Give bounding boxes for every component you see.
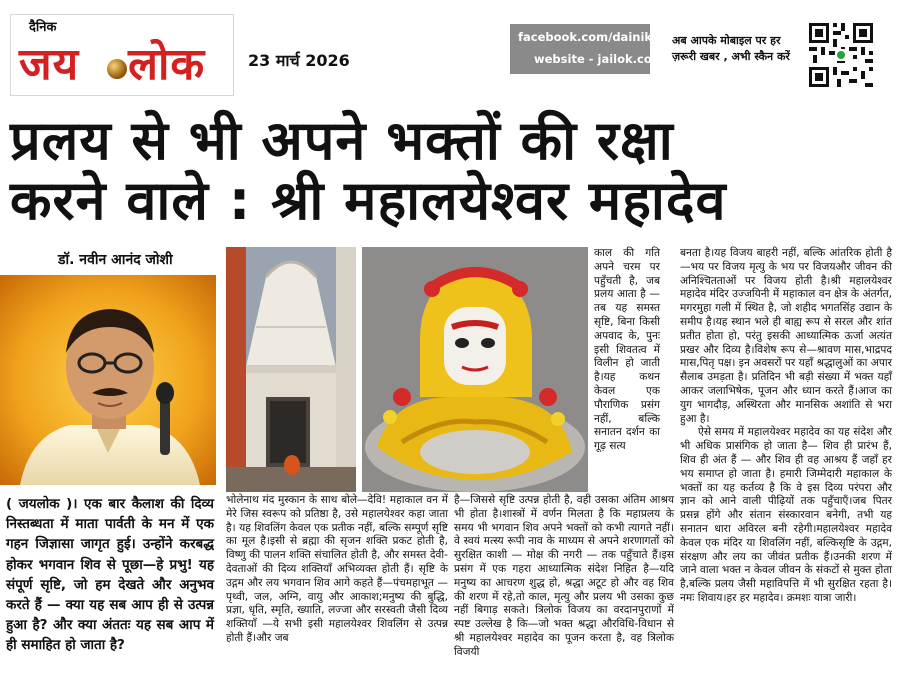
shivling-idol-photo: [362, 247, 588, 492]
paragraph: भोलेनाथ मंद मुस्कान के साथ बोले—देवि! महाकाल वन में मेरे जिस स्वरूप को प्रतिष्ठा है, उसे महालयेश्वर कहा जाता है। यह शिवलिंग केवल एक प्रतीक नहीं, बल्कि सम्पूर्ण सृष्टि का मूल है।इसी से ब्रह्मा की सृजन शक्ति प्रकट होती है, विष्णु की पालन शक्ति संचालित होती है, और समस्त देवी-देवताओं की दिव्य शक्तियाँ अभिव्यक्त होती हैं। सृष्टि के उद्गम और लय भगवान शिव आगे कहते हैं—पंचमहाभूत — पृथ्वी, जल, अग्नि, वायु और आकाश;मनुष्य की बुद्धि, प्रज्ञा, धृति, स्मृति, ख्याति, लज्जा और सरस्वती जैसी दिव्य शक्तियाँ —ये सभी इसी महालयेश्वर शिवलिंग से उत्पन्न होती हैं।और जब: [226, 494, 448, 644]
facebook-link[interactable]: facebook.com/dainikjailok: [518, 30, 688, 44]
qr-code-icon[interactable]: [806, 20, 876, 90]
article-column-narrow: [594, 247, 660, 454]
newspaper-logo[interactable]: [10, 14, 234, 96]
masthead: [0, 0, 900, 100]
article-column-1: [226, 494, 448, 646]
byline: डॉ. नवीन आनंद जोशी: [58, 252, 173, 268]
logo-right: लोक: [128, 39, 206, 90]
globe-icon: [107, 59, 127, 79]
paragraph: बनता है।यह विजय बाहरी नहीं, बल्कि आंतरिक होती है—भय पर विजय मृत्यु के भय पर विजयऔर जीवन की अनिश्चितताओं पर विजय होती है।श्री महालयेश्वर महादेव मंदिर उज्जयिनी में महाकाल वन क्षेत्र के अंतर्गत, मगरमुहा गली में स्थित है, जो शहीद भगतसिंह उद्यान के समीप है।यह स्थान भले ही बाह्य रूप से सरल और शांत प्रतीत होता हो, परंतु इसकी आध्यात्मिक ऊर्जा अत्यंत प्रखर और दिव्य है।विशेष रूप से—श्रावण मास,भाद्रपद मास,पितृ पक्ष। इन अवसरों पर यहाँ श्रद्धालुओं का अपार सैलाब उमड़ता है। प्रतिदिन भी बड़ी संख्या में भक्त यहाँ आकर जलाभिषेक, पूजन और ध्यान करते हैं।आज का युग भागदौड़, अस्थिरता और मानसिक अशांति से भरा हुआ है।: [680, 247, 892, 425]
article-intro: ( जयलोक )। एक बार कैलाश की दिव्य निस्तब्धता में माता पार्वती के मन में एक गहन जिज्ञासा जागृत हुई। उन्होंने करबद्ध होकर भगवान शिव से पूछा—हे प्रभु! यह संपूर्ण सृष्टि, जो हम देखते और अनुभव करते हैं — क्या यह सब आप ही से उत्पन्न हुआ है? और क्या अंततः यह सब आप में ही समाहित हो जाता है?: [6, 496, 214, 654]
temple-photo: [226, 247, 356, 492]
issue-date: 23 मार्च 2026: [248, 51, 350, 70]
promo-text: अब आपके मोबाइल पर हर ज़रूरी खबर , अभी स्कैन करें: [672, 34, 790, 63]
paragraph: ऐसे समय में महालयेश्वर महादेव का यह संदेश और भी अधिक प्रासंगिक हो जाता है— शिव ही प्रारंभ हैं, शिव ही अंत हैं — और शिव ही वह आश्रय हैं जहाँ हर भय समाप्त हो जाता है। हमारी जिम्मेदारी महाकाल के भक्तों का यह कर्तव्य है कि वे इस दिव्य परंपरा और ज्ञान को आने वाली पीढ़ियों तक पहुँचाएँ।जब पितर प्रसन्न होंगे और संतान संस्कारवान बनेगी, तभी यह सनातन धारा अविरल बनी रहेगी।महालयेश्वर महादेव केवल एक मंदिर या शिवलिंग नहीं, बल्किसृष्टि के उद्गम, संरक्षण और लय का जीवंत प्रतीक हैं।उनकी शरण में जाने वाला भक्त न केवल जीवन के संकटों से मुक्त होता है,बल्कि प्रलय जैसी महाविपत्ति में भी सुरक्षित रहता है। नमः शिवाय।हर हर महादेव। क्रमशः यात्रा जारी।: [680, 426, 892, 604]
article-column-2: [454, 494, 674, 660]
article-column-right: [680, 247, 892, 606]
headline-line-1: प्रलय से भी अपने भक्तों की रक्षा: [10, 109, 674, 172]
photo-strip: [226, 247, 590, 492]
logo-left: जय: [19, 39, 80, 90]
paragraph: है—जिससे सृष्टि उत्पन्न होती है, वही उसका अंतिम आश्रय भी होता है।शास्त्रों में वर्णन मिलता है कि महाप्रलय के समय भी भगवान शिव अपने भक्तों को कभी त्यागते नहीं।वे स्वयं मत्स्य रूपी नाव के माध्यम से अपने शरणागतों को सुरक्षित काशी — मोक्ष की नगरी — तक पहुँचाते हैं।इस प्रसंग में एक गहरा आध्यात्मिक संदेश निहित है—यदि मनुष्य का आचरण शुद्ध हो, श्रद्धा अटूट हो और वह शिव की शरण में रहे,तो काल, मृत्यु और प्रलय भी उसका कुछ नहीं बिगाड़ सकते। त्रिलोक विजय का वरदानपुराणों में स्पष्ट उल्लेख है कि—जो भक्त श्रद्धा औरविधि-विधान से श्री महालयेश्वर महादेव का पूजन करता है, वह त्रिलोक विजयी: [454, 494, 674, 658]
portrait-photo: [0, 275, 216, 485]
logo-small-text: दैनिक: [29, 20, 57, 35]
headline-line-2: करने वाले : श्री महालयेश्वर महादेव: [10, 169, 727, 232]
headline: [10, 108, 890, 232]
paragraph: काल की गति अपने चरम पर पहुँचती है, जब प्रलय आता है — तब यह समस्त सृष्टि, बिना किसी अपवाद के, पुनः इसी शिवतत्व में विलीन हो जाती है।यह कथन केवल एक पौराणिक प्रसंग नहीं, बल्कि सनातन दर्शन का गूढ़ सत्य: [594, 247, 660, 453]
website-link[interactable]: website - jailok.com: [534, 52, 664, 66]
contact-box: [510, 24, 688, 74]
